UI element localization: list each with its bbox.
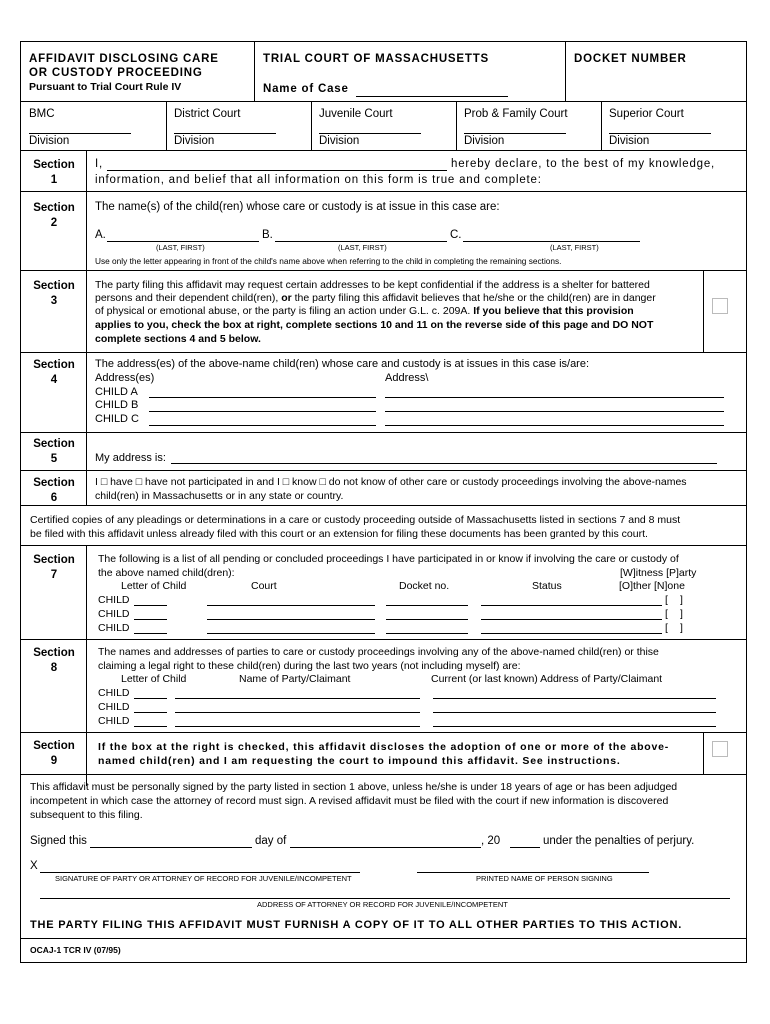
form-title-line2: OR CUSTODY PROCEEDING (29, 67, 203, 79)
s7-child-row-3: CHILD (98, 622, 130, 634)
s3-line5: complete sections 4 and 5 below. (95, 333, 261, 345)
s7-status-field[interactable] (481, 619, 662, 620)
signature-caption: SIGNATURE OF PARTY OR ATTORNEY OF RECORD FOR JUVENILE/INCOMPETENT (55, 874, 352, 883)
s2-intro: The name(s) of the child(ren) whose care or custody is at issue in this case are: (95, 201, 500, 213)
child-a-letter: A. (95, 229, 106, 241)
printed-name-field[interactable] (417, 872, 649, 873)
printed-name-caption: PRINTED NAME OF PERSON SIGNING (476, 874, 613, 883)
child-b-letter: B. (262, 229, 273, 241)
s7-witness-party: [W]itness [P]arty (620, 567, 697, 579)
name-of-case-field[interactable] (356, 96, 508, 97)
s7-letter-field[interactable] (134, 619, 167, 620)
section-2-label: Section 2 (33, 202, 75, 229)
bracket-left: [ (665, 594, 668, 606)
last-first-caption: (LAST, FIRST) (156, 243, 205, 252)
court-division-label: Division (609, 135, 650, 147)
s7-court-field[interactable] (207, 633, 375, 634)
s7-line1: The following is a list of all pending or concluded proceedings I have participated in or know if involving the care or custody of (98, 553, 679, 565)
court-division-label: Division (29, 135, 70, 147)
child-c-name-field[interactable] (463, 241, 640, 242)
court-name: TRIAL COURT OF MASSACHUSETTS (263, 53, 489, 65)
section-8-label: Section 8 (33, 647, 75, 674)
s7-docket-field[interactable] (386, 605, 468, 606)
s8-letter-field[interactable] (134, 698, 167, 699)
s8-child-row-1: CHILD (98, 687, 130, 699)
s6-line1: I □ have □ have not participated in and I □ know □ do not know of other care or custody proceedings involving the above-names (95, 476, 687, 488)
court-superior: Superior Court (609, 108, 684, 120)
s8-name-field[interactable] (175, 726, 420, 727)
signed-month-field[interactable] (290, 847, 481, 848)
s8-name-field[interactable] (175, 698, 420, 699)
s7-other-none: [O]ther [N]one (619, 580, 685, 592)
s7-col-court: Court (251, 580, 277, 592)
child-b-address-field[interactable] (149, 411, 376, 412)
s6-line2: child(ren) in Massachusetts or in any state or country. (95, 490, 344, 502)
child-a-address-field-2[interactable] (385, 397, 724, 398)
court-juvenile: Juvenile Court (319, 108, 393, 120)
certified-line1: Certified copies of any pleadings or determinations in a care or custody proceeding outside of Massachusetts listed in sections 7 and 8 must (30, 514, 681, 526)
superior-field[interactable] (609, 133, 711, 134)
form-subtitle: Pursuant to Trial Court Rule IV (29, 81, 182, 93)
form-code: OCAJ-1 TCR IV (07/95) (30, 945, 121, 955)
signature-x: X (30, 860, 38, 872)
s7-court-field[interactable] (207, 605, 375, 606)
court-division-label: Division (319, 135, 360, 147)
s7-status-field[interactable] (481, 633, 662, 634)
declarant-name-field[interactable] (107, 170, 447, 171)
s8-line1: The names and addresses of parties to care or custody proceedings involving any of the above-named child(ren) or thise (98, 646, 659, 658)
s7-child-row-2: CHILD (98, 608, 130, 620)
s5-label: My address is: (95, 452, 166, 464)
section-5-label: Section 5 (33, 438, 75, 465)
bracket-right: ] (680, 608, 683, 620)
affidavit-form (20, 41, 747, 963)
section-1-label: Section 1 (33, 159, 75, 186)
sign-p1: This affidavit must be personally signed by the party listed in section 1 above, unless he/she is under 18 years of age or has been adjudged (30, 781, 678, 793)
confidential-address-checkbox[interactable] (712, 298, 728, 314)
s3-line3: of physical or emotional abuse, or the party is filing an action under G.L. c. 209A. If you believe that this provision (95, 305, 634, 317)
section-9-label: Section 9 (33, 740, 75, 767)
court-division-label: Division (174, 135, 215, 147)
s4-child-a: CHILD A (95, 386, 138, 398)
s7-col-letter: Letter of Child (121, 580, 187, 592)
signed-this-label: Signed this (30, 835, 87, 847)
bracket-right: ] (680, 594, 683, 606)
bmc-field[interactable] (29, 133, 131, 134)
signed-year-field[interactable] (510, 847, 540, 848)
probate-field[interactable] (464, 133, 566, 134)
s8-address-field[interactable] (433, 712, 716, 713)
court-division-label: Division (464, 135, 505, 147)
docket-number-label: DOCKET NUMBER (574, 53, 687, 65)
s7-letter-field[interactable] (134, 633, 167, 634)
s1-suffix: hereby declare, to the best of my knowledge, (451, 158, 716, 170)
s1-prefix: I, (95, 158, 103, 170)
court-district: District Court (174, 108, 241, 120)
s4-child-b: CHILD B (95, 399, 139, 411)
section-7-label: Section 7 (33, 554, 75, 581)
s8-line2: claiming a legal right to these child(ren) during the last two years (not including myself) are: (98, 660, 521, 672)
child-c-address-field[interactable] (149, 425, 376, 426)
s8-col-address: Current (or last known) Address of Party/Claimant (431, 673, 663, 685)
s7-letter-field[interactable] (134, 605, 167, 606)
section-4-label: Section 4 (33, 359, 75, 386)
s7-docket-field[interactable] (386, 633, 468, 634)
s8-letter-field[interactable] (134, 726, 167, 727)
s7-docket-field[interactable] (386, 619, 468, 620)
s7-court-field[interactable] (207, 619, 375, 620)
s4-address-label: Address\ (385, 372, 429, 384)
s1-line2: information, and belief that all information on this form is true and complete: (95, 174, 542, 186)
court-probate-family: Prob & Family Court (464, 108, 568, 120)
s9-line1: If the box at the right is checked, this affidavit discloses the adoption of one or more of the above- (98, 741, 670, 753)
court-bmc: BMC (29, 108, 55, 120)
s3-line2: persons and their dependent child(ren), or the party filing this affidavit believes that he/she or the child(ren) are in danger (95, 292, 656, 304)
child-a-name-field[interactable] (107, 241, 259, 242)
s4-child-c: CHILD C (95, 413, 140, 425)
s8-address-field[interactable] (433, 698, 716, 699)
s4-addresses-label: Address(es) (95, 372, 155, 384)
child-b-address-field-2[interactable] (385, 411, 724, 412)
last-first-caption: (LAST, FIRST) (550, 243, 599, 252)
s2-note: Use only the letter appearing in front of the child's name above when referring to the child in completing the remaining sections. (95, 256, 562, 266)
attorney-address-field[interactable] (40, 898, 730, 899)
day-of-label: day of (255, 835, 287, 847)
s7-line2: the above named child(dren): (98, 567, 235, 579)
bracket-left: [ (665, 622, 668, 634)
s3-line4: applies to you, check the box at right, complete sections 10 and 11 on the reverse side of this page and DO NOT (95, 319, 654, 331)
last-first-caption: (LAST, FIRST) (338, 243, 387, 252)
bracket-right: ] (680, 622, 683, 634)
s8-address-field[interactable] (433, 726, 716, 727)
my-address-field[interactable] (171, 463, 717, 464)
signed-day-field[interactable] (90, 847, 252, 848)
form-title-line1: AFFIDAVIT DISCLOSING CARE (29, 53, 219, 65)
attorney-address-caption: ADDRESS OF ATTORNEY OR RECORD FOR JUVENILE/INCOMPETENT (257, 900, 508, 909)
section-3-label: Section 3 (33, 280, 75, 307)
section-6-label: Section 6 (33, 477, 75, 504)
year-prefix-label: , 20 (481, 835, 501, 847)
certified-line2: be filed with this affidavit unless already filed with this court or an extension for filing these documents has been granted by this court. (30, 528, 648, 540)
s8-child-row-2: CHILD (98, 701, 130, 713)
s9-line2: named child(ren) and I am requesting the court to impound this affidavit. See instructions. (98, 755, 621, 767)
district-field[interactable] (174, 133, 276, 134)
furnish-notice: THE PARTY FILING THIS AFFIDAVIT MUST FURNISH A COPY OF IT TO ALL OTHER PARTIES TO THIS ACTION. (30, 919, 683, 931)
bracket-left: [ (665, 608, 668, 620)
s8-col-letter: Letter of Child (121, 673, 187, 685)
signature-field[interactable] (40, 872, 360, 873)
s3-line1: The party filing this affidavit may request certain addresses to be kept confidential if the address is a shelter for battered (95, 279, 650, 291)
s7-status-field[interactable] (481, 605, 662, 606)
s8-child-row-3: CHILD (98, 715, 130, 727)
s8-col-name: Name of Party/Claimant (239, 673, 351, 685)
s7-col-status: Status (532, 580, 562, 592)
child-b-name-field[interactable] (275, 241, 447, 242)
child-c-address-field-2[interactable] (385, 425, 724, 426)
s7-col-docket: Docket no. (399, 580, 450, 592)
sign-p2: incompetent in which case the attorney of record must sign. A revised affidavit must be filed with the court if new information is discovered (30, 795, 669, 807)
penalties-label: under the penalties of perjury. (543, 835, 695, 847)
impound-checkbox[interactable] (712, 741, 728, 757)
s8-letter-field[interactable] (134, 712, 167, 713)
juvenile-field[interactable] (319, 133, 421, 134)
sign-p3: subsequent to this filing. (30, 809, 143, 821)
child-c-letter: C. (450, 229, 462, 241)
s4-intro: The address(es) of the above-name child(ren) whose care and custody is at issues in this case is/are: (95, 358, 590, 370)
name-of-case-label: Name of Case (263, 83, 349, 95)
s7-child-row-1: CHILD (98, 594, 130, 606)
child-a-address-field[interactable] (149, 397, 376, 398)
s8-name-field[interactable] (175, 712, 420, 713)
